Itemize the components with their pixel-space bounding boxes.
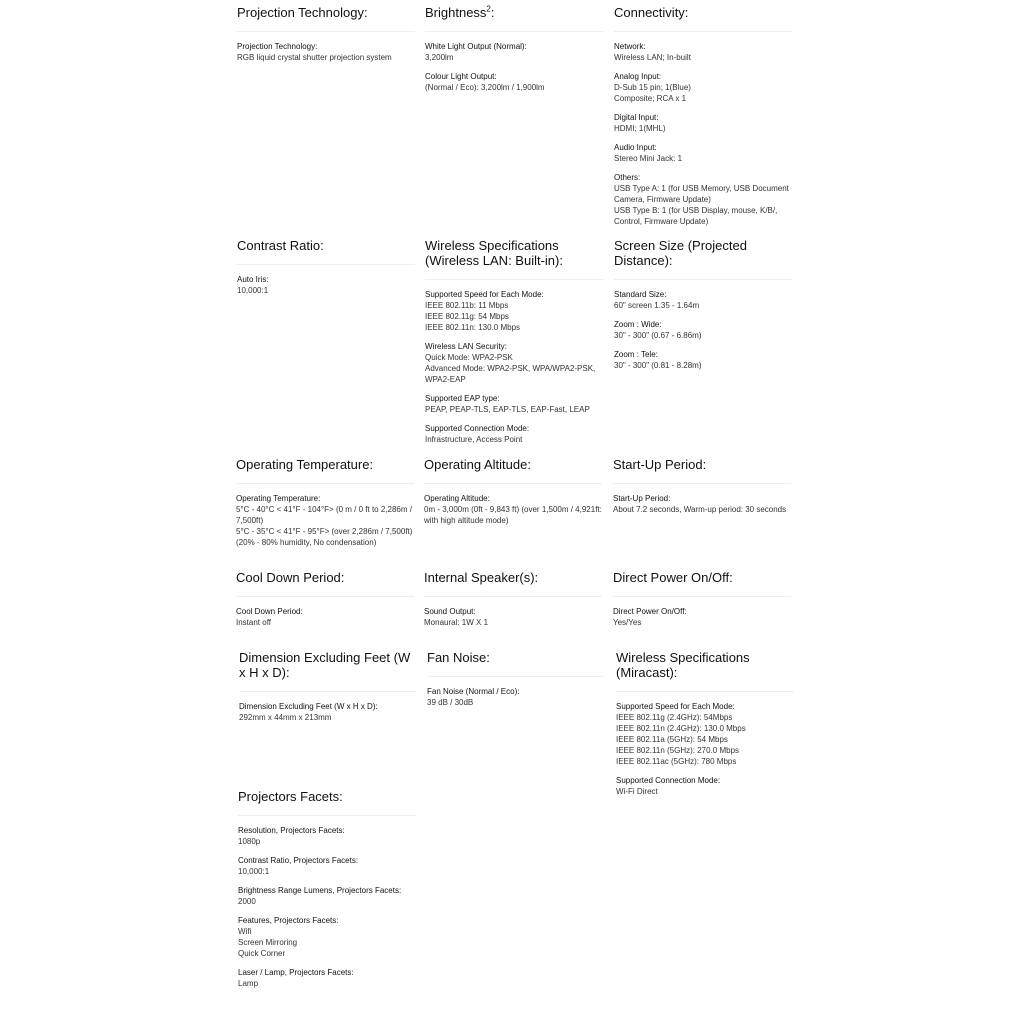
spec-value (238, 836, 416, 847)
spec-label: Colour Light Output: (425, 72, 497, 81)
spec-value-line: 1080p (238, 837, 261, 846)
spec-value (614, 153, 792, 164)
divider (239, 691, 417, 692)
spec-value-line: 292mm x 44mm x 213mm (239, 713, 332, 722)
spec-label: Cool Down Period: (236, 607, 303, 616)
spec-value (236, 617, 414, 628)
spec-label: Analog Input: (614, 72, 662, 81)
spec-item (237, 274, 415, 296)
section-start-up-period (613, 457, 791, 523)
spec-item (236, 606, 414, 628)
spec-label: Supported Connection Mode: (425, 424, 530, 433)
spec-item (614, 319, 792, 341)
spec-value-line: WPA2-EAP (425, 375, 466, 384)
section-screen-size (614, 238, 792, 379)
spec-item (425, 41, 603, 63)
spec-value (239, 712, 417, 723)
divider (425, 31, 603, 32)
spec-label: Start-Up Period: (613, 494, 671, 503)
spec-value-line: 7,500ft) (236, 516, 264, 525)
section-connectivity (614, 5, 792, 235)
spec-value-line: Yes/Yes (613, 618, 642, 627)
spec-value (424, 504, 602, 526)
section-projectors-facets (238, 789, 416, 997)
spec-value-line: D-Sub 15 pin; 1(Blue) (614, 83, 691, 92)
spec-value-line: 30" - 300" (0.81 - 8.28m) (614, 361, 702, 370)
spec-value-line: IEEE 802.11n: 130.0 Mbps (425, 323, 521, 332)
spec-value-line: 3,200lm (425, 53, 454, 62)
section-title-text: Connectivity: (614, 5, 689, 20)
section-title (237, 238, 415, 253)
spec-value (238, 896, 416, 907)
spec-value (425, 52, 603, 63)
spec-label: Digital Input: (614, 113, 659, 122)
spec-value-line: Stereo Mini Jack: 1 (614, 154, 683, 163)
spec-value (614, 123, 792, 134)
spec-value-line: 5°C - 40°C < 41°F - 104°F> (0 m / 0 ft to 2,286m / (236, 505, 412, 514)
spec-value (614, 300, 792, 311)
spec-label: Operating Altitude: (424, 494, 490, 503)
spec-value (614, 360, 792, 371)
spec-value-line: USB Type B: 1 (for USB Display, mouse, K/B/, (614, 206, 778, 215)
spec-label: Others: (614, 173, 641, 182)
spec-value (425, 82, 603, 93)
section-title (614, 238, 792, 268)
section-title (236, 457, 414, 472)
spec-item (614, 71, 792, 104)
spec-item (238, 855, 416, 877)
section-title (237, 5, 415, 20)
section-title (614, 5, 792, 20)
spec-value-line: USB Type A: 1 (for USB Memory, USB Document (614, 184, 789, 193)
spec-item (239, 701, 417, 723)
spec-value (614, 52, 792, 63)
section-title (613, 457, 791, 472)
spec-value (237, 285, 415, 296)
spec-value-line: RGB liquid crystal shutter projection system (237, 53, 392, 62)
divider (238, 815, 416, 816)
spec-value (616, 786, 794, 797)
divider (424, 596, 602, 597)
spec-value-line: Advanced Mode: WPA2-PSK, WPA/WPA2-PSK, (425, 364, 596, 373)
divider (425, 279, 603, 280)
spec-item (614, 349, 792, 371)
section-title-text: Projectors Facets: (238, 789, 343, 804)
section-title-text: Operating Temperature: (236, 457, 374, 472)
section-internal-speakers (424, 570, 602, 636)
spec-value-line: 10,000:1 (237, 286, 269, 295)
spec-value (238, 978, 416, 989)
spec-value-line: Wireless LAN; In-built (614, 53, 691, 62)
spec-value-line: 10,000:1 (238, 867, 270, 876)
section-title (238, 789, 416, 804)
spec-value-line: IEEE 802.11g: 54 Mbps (425, 312, 509, 321)
spec-value-line: 0m - 3,000m (0ft - 9,843 ft) (over 1,500m / 4,921ft: (424, 505, 602, 514)
spec-item (425, 393, 603, 415)
spec-value-line: Camera, Firmware Update) (614, 195, 711, 204)
divider (237, 31, 415, 32)
spec-item (427, 686, 605, 708)
spec-value (425, 434, 603, 445)
spec-value-line: Composite; RCA x 1 (614, 94, 687, 103)
spec-item (425, 289, 603, 333)
section-title-text: Operating Altitude: (424, 457, 531, 472)
spec-value-line: (Normal / Eco): 3,200lm / 1,900lm (425, 83, 545, 92)
section-wireless-miracast (616, 650, 794, 805)
spec-item (237, 41, 415, 63)
spec-value-line: Lamp (238, 979, 259, 988)
spec-value-line: with high altitude mode) (424, 516, 509, 525)
spec-item (616, 701, 794, 767)
spec-label: Wireless LAN Security: (425, 342, 507, 351)
spec-label: White Light Output (Normal): (425, 42, 527, 51)
spec-value (424, 617, 602, 628)
section-title (425, 238, 603, 268)
spec-item (236, 493, 414, 548)
spec-value-line: Monaural: 1W X 1 (424, 618, 489, 627)
section-contrast-ratio (237, 238, 415, 304)
divider (613, 596, 791, 597)
spec-value-line: IEEE 802.11n (5GHz): 270.0 Mbps (616, 746, 740, 755)
spec-value (614, 82, 792, 104)
spec-value (616, 712, 794, 767)
section-title (425, 5, 603, 20)
spec-value-line: 39 dB / 30dB (427, 698, 474, 707)
spec-label: Fan Noise (Normal / Eco): (427, 687, 520, 696)
spec-label: Auto Iris: (237, 275, 269, 284)
spec-item (614, 112, 792, 134)
spec-item (238, 967, 416, 989)
spec-label: Supported EAP type: (425, 394, 500, 403)
section-title-text: Direct Power On/Off: (613, 570, 733, 585)
spec-label: Supported Speed for Each Mode: (616, 702, 735, 711)
spec-value-line: IEEE 802.11b: 11 Mbps (425, 301, 509, 310)
section-title (239, 650, 417, 680)
spec-value-line: Screen Mirroring (238, 938, 298, 947)
spec-value-line: Infrastructure, Access Point (425, 435, 523, 444)
spec-value (425, 352, 603, 385)
section-title (236, 570, 414, 585)
spec-value (427, 697, 605, 708)
divider (236, 596, 414, 597)
spec-label: Resolution, Projectors Facets: (238, 826, 345, 835)
section-operating-altitude (424, 457, 602, 534)
spec-value-line: IEEE 802.11g (2.4GHz): 54Mbps (616, 713, 733, 722)
section-title (613, 570, 791, 585)
section-title-text: Brightness (425, 5, 487, 20)
spec-label: Contrast Ratio, Projectors Facets: (238, 856, 359, 865)
spec-label: Brightness Range Lumens, Projectors Facets: (238, 886, 402, 895)
spec-label: Supported Speed for Each Mode: (425, 290, 544, 299)
spec-item (425, 423, 603, 445)
divider (237, 264, 415, 265)
section-title-text: Contrast Ratio: (237, 238, 324, 253)
section-title-text: Cool Down Period: (236, 570, 345, 585)
spec-label: Direct Power On/Off: (613, 607, 687, 616)
section-title-text: Start-Up Period: (613, 457, 707, 472)
spec-label: Laser / Lamp, Projectors Facets: (238, 968, 354, 977)
section-direct-power (613, 570, 791, 636)
divider (424, 483, 602, 484)
spec-value (425, 404, 603, 415)
spec-value (614, 330, 792, 341)
spec-value-line: (20% - 80% humidity, No condensation) (236, 538, 377, 547)
section-title-text: Internal Speaker(s): (424, 570, 539, 585)
divider (613, 483, 791, 484)
spec-value (425, 300, 603, 333)
spec-value (238, 866, 416, 877)
footnote-marker: 2 (486, 4, 491, 14)
spec-label: Standard Size: (614, 290, 667, 299)
spec-value-line: Quick Mode: WPA2-PSK (425, 353, 513, 362)
spec-item (614, 289, 792, 311)
spec-item (425, 71, 603, 93)
section-title-text: Fan Noise: (427, 650, 490, 665)
spec-value-line: Wifi (238, 927, 252, 936)
spec-value-line: 5°C - 35°C < 41°F - 95°F> (over 2,286m / 7,500ft) (236, 527, 413, 536)
spec-value-line: 60" screen 1.35 - 1.64m (614, 301, 700, 310)
spec-label: Operating Temperature: (236, 494, 321, 503)
section-title-text: Projection Technology: (237, 5, 368, 20)
spec-item (613, 493, 791, 515)
spec-label: Sound Output: (424, 607, 476, 616)
spec-item (238, 825, 416, 847)
spec-value-line: About 7.2 seconds, Warm-up period: 30 seconds (613, 505, 787, 514)
spec-value-line: 30" - 300" (0.67 - 6.86m) (614, 331, 702, 340)
section-wireless-lan (425, 238, 603, 453)
section-title (424, 570, 602, 585)
spec-value (236, 504, 414, 548)
spec-value (237, 52, 415, 63)
section-title-text: Screen Size (Projected Distance): (614, 238, 747, 268)
spec-item (613, 606, 791, 628)
spec-label: Zoom : Wide: (614, 320, 662, 329)
spec-value-line: Quick Corner (238, 949, 286, 958)
spec-item (424, 493, 602, 526)
spec-label: Features, Projectors Facets: (238, 916, 339, 925)
spec-value-line: IEEE 802.11a (5GHz): 54 Mbps (616, 735, 728, 744)
section-title (424, 457, 602, 472)
section-title-text: Wireless Specifications (Wireless LAN: Built-in): (425, 238, 563, 268)
spec-value-line: IEEE 802.11ac (5GHz): 780 Mbps (616, 757, 737, 766)
spec-item (238, 915, 416, 959)
spec-item (614, 172, 792, 227)
spec-value-line: HDMI; 1(MHL) (614, 124, 666, 133)
section-title-suffix: : (490, 5, 495, 20)
spec-value-line: IEEE 802.11n (2.4GHz): 130.0 Mbps (616, 724, 746, 733)
spec-item (424, 606, 602, 628)
spec-value-line: 2000 (238, 897, 256, 906)
spec-item (614, 142, 792, 164)
spec-value-line: Wi-Fi Direct (616, 787, 658, 796)
spec-value (614, 183, 792, 227)
divider (614, 279, 792, 280)
divider (427, 676, 605, 677)
section-title-text: Wireless Specifications (Miracast): (616, 650, 750, 680)
section-title (427, 650, 605, 665)
section-title-text: Dimension Excluding Feet (W x H x D): (239, 650, 411, 680)
section-fan-noise (427, 650, 605, 716)
spec-value-line: PEAP, PEAP-TLS, EAP-TLS, EAP-Fast, LEAP (425, 405, 590, 414)
section-title (616, 650, 794, 680)
section-dimension (239, 650, 417, 731)
section-projection-technology (237, 5, 415, 71)
section-cool-down-period (236, 570, 414, 636)
spec-label: Dimension Excluding Feet (W x H x D): (239, 702, 378, 711)
spec-label: Zoom : Tele: (614, 350, 658, 359)
spec-value (238, 926, 416, 959)
spec-label: Supported Connection Mode: (616, 776, 721, 785)
divider (616, 691, 794, 692)
spec-label: Network: (614, 42, 646, 51)
spec-item (614, 41, 792, 63)
spec-value-line: Control, Firmware Update) (614, 217, 709, 226)
spec-value (613, 504, 791, 515)
spec-item (238, 885, 416, 907)
spec-item (425, 341, 603, 385)
spec-item (616, 775, 794, 797)
divider (614, 31, 792, 32)
spec-label: Projection Technology: (237, 42, 318, 51)
section-brightness (425, 5, 603, 101)
section-operating-temperature (236, 457, 414, 556)
divider (236, 483, 414, 484)
spec-value-line: Instant off (236, 618, 271, 627)
spec-label: Audio Input: (614, 143, 657, 152)
spec-value (613, 617, 791, 628)
